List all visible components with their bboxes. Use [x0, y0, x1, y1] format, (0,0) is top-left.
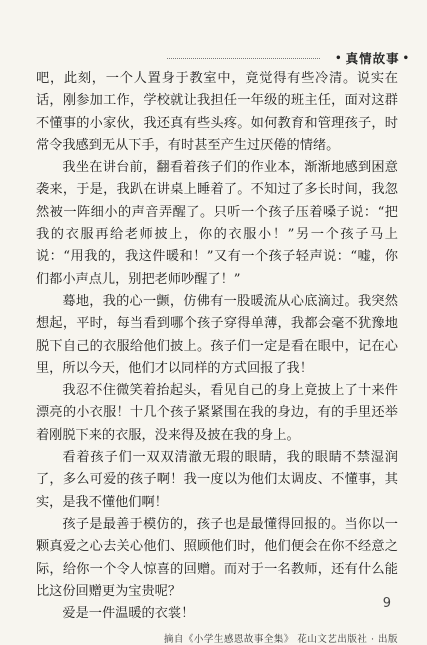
header-bullet-left: •	[335, 52, 343, 64]
header-section-tag	[326, 49, 427, 67]
paragraph: 看着孩子们一双双清澈无瑕的眼睛，我的眼睛不禁湿润了，多么可爱的孩子啊！我一度以为他们太调皮、不懂事，其实，是我不懂他们啊！	[36, 450, 398, 510]
page-number: 9	[382, 596, 391, 611]
paragraph: 孩子是最善于模仿的，孩子也是最懂得回报的。当你以一颗真爱之心去关心他们、照顾他们时，他们便会在你不经意之际，给你一个令人惊喜的回赠。而对于一名教师，还有什么能比这份回赠更为宝贵呢？	[36, 516, 398, 599]
article-body	[36, 68, 398, 645]
paragraph: 我坐在讲台前，翻看着孩子们的作业本，渐渐地感到困意袭来，于是，我趴在讲桌上睡着了。不知过了多长时间，我忽然被一阵细小的声音弄醒了。只听一个孩子压着嗓子说：“把我的衣服再给老师披上，你的衣服小！”另一个孩子马上说：“用我的，我这件暖和！”又有一个孩子轻声说：“嘘，你们都小声点儿，别把老师吵醒了！”	[36, 160, 398, 287]
header-dotted-rule	[167, 58, 320, 59]
header-bullet-right: •	[402, 52, 410, 64]
paragraph: 我忍不住微笑着抬起头，看见自己的身上竟披上了十来件漂亮的小衣服！十几个孩子紧紧围在我的身边，有的手里还举着刚脱下来的衣服，没来得及披在我的身上。	[36, 383, 398, 443]
paragraph: 蓦地，我的心一颤，仿佛有一股暖流从心底滴过。我突然想起，平时，每当看到哪个孩子穿得单薄，我都会毫不犹豫地脱下自己的衣服给他们披上。孩子们一定是看在眼中，记在心里，所以今天，他们才以同样的方式回报了我！	[36, 293, 398, 376]
header-section-title: 真情故事	[345, 51, 400, 66]
running-header	[167, 46, 427, 70]
paragraph: 吧，此刻，一个人置身于教室中，竟觉得有些冷清。说实在话，刚参加工作，学校就让我担任一年级的班主任，面对这群不懂事的小家伙，我还真有些头疼。如何教育和管理孩子，时常令我感到无从下手，有时甚至产生过厌倦的情绪。	[36, 71, 398, 153]
source-citation: 摘自《小学生感恩故事全集》 花山文艺出版社 · 出版	[163, 634, 398, 645]
closing-paragraph: 爱是一件温暖的衣裳！	[62, 606, 195, 622]
